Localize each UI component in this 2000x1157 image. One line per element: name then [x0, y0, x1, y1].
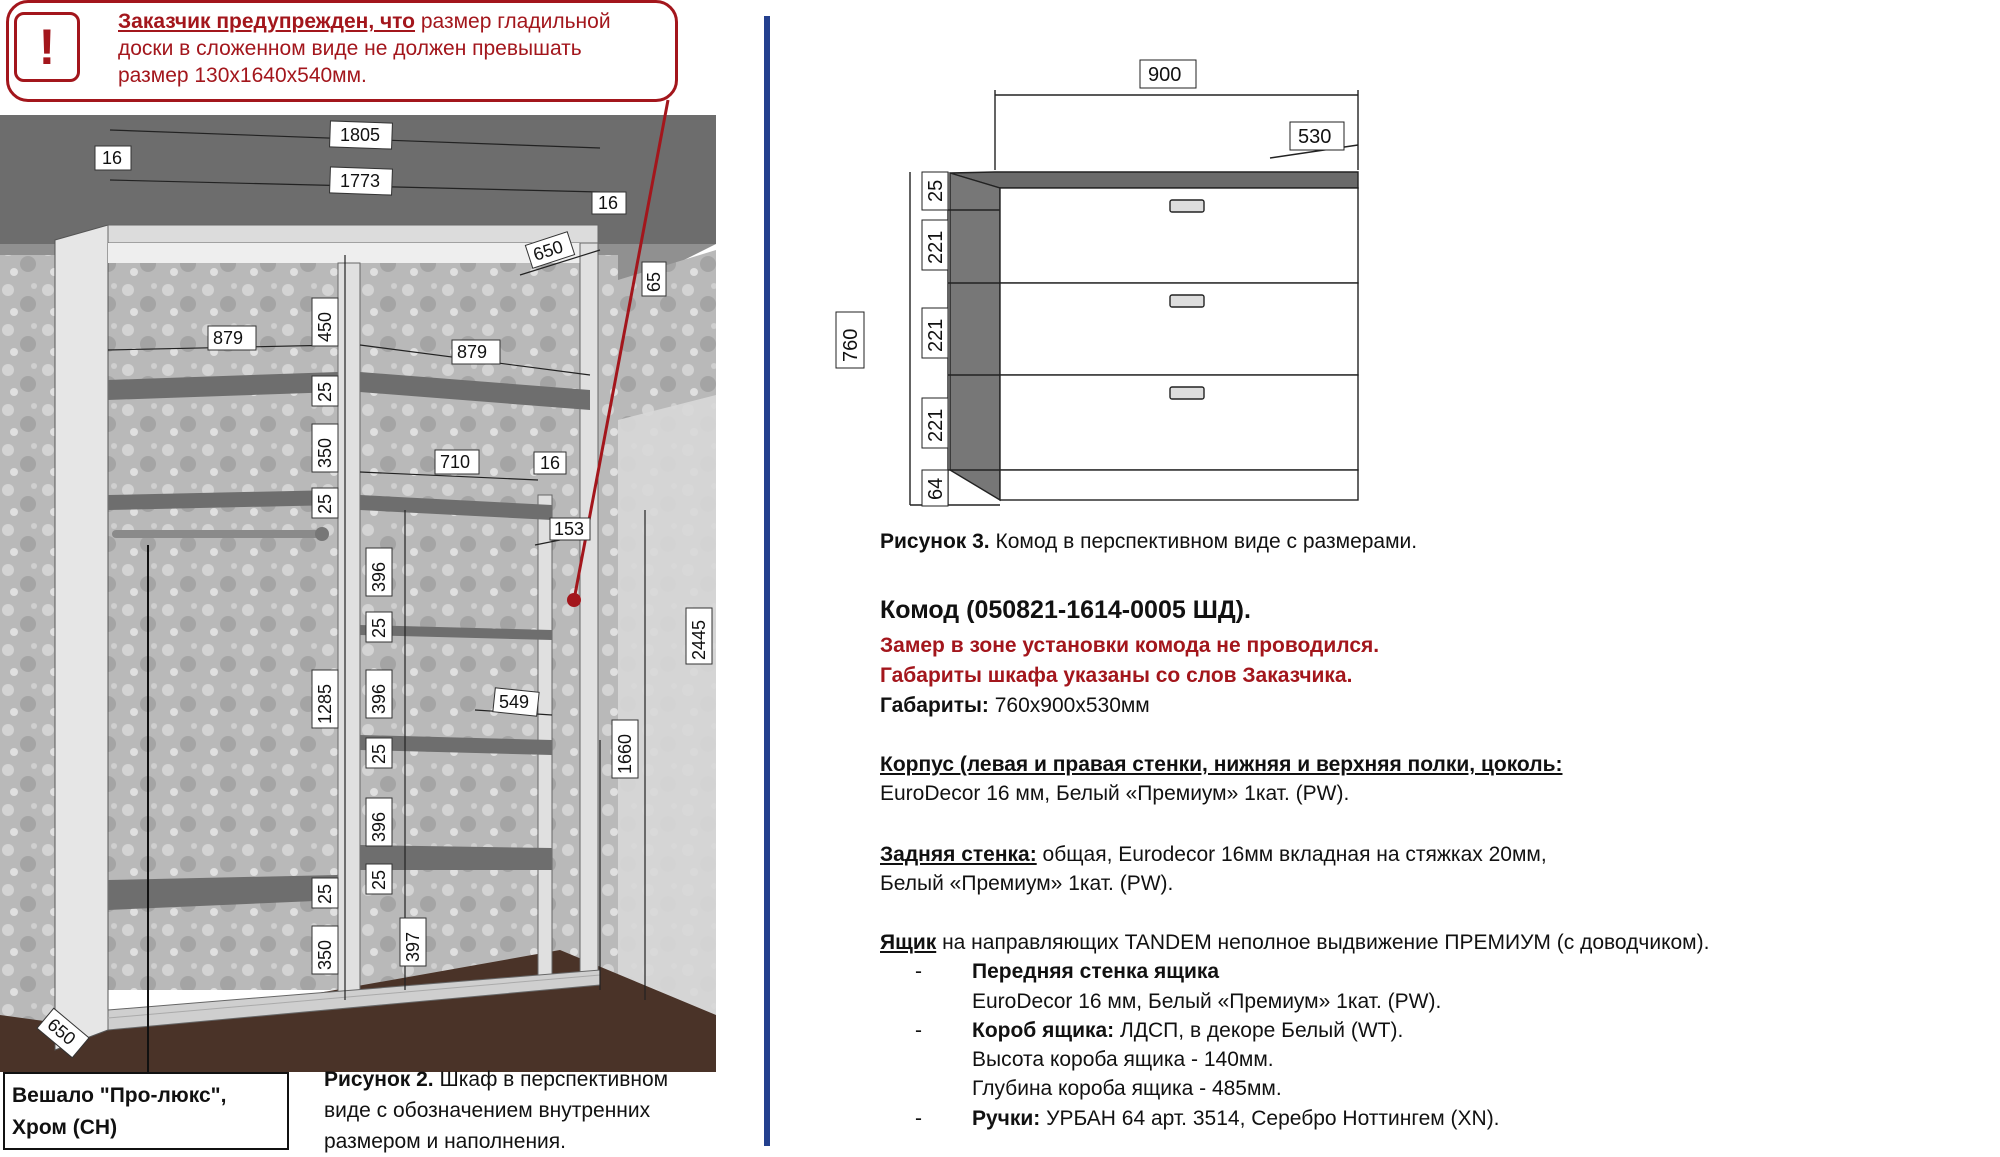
- spec-handles-value: УРБАН 64 арт. 3514, Серебро Ноттингем (XN).: [1040, 1107, 1500, 1130]
- dim-549: [493, 688, 539, 716]
- spec-back-label: Задняя стенка:: [880, 843, 1037, 866]
- spec-dimensions-label: Габариты:: [880, 694, 989, 717]
- warning-text: [118, 8, 658, 89]
- svg-text:1773: 1773: [340, 171, 381, 191]
- dim-879-right: [452, 340, 500, 364]
- svg-text:350: 350: [315, 939, 335, 970]
- column-separator: [764, 16, 770, 1146]
- svg-text:396: 396: [369, 683, 389, 714]
- dim-396-c: [366, 798, 392, 846]
- dresser-dim-25: [922, 172, 948, 210]
- svg-text:396: 396: [369, 811, 389, 842]
- wardrobe-illustration: [0, 0, 760, 1072]
- dim-25-a: [312, 376, 338, 406]
- spec-box-depth: Глубина короба ящика - 485мм.: [972, 1077, 1282, 1100]
- spec-drawer-value: на направляющих TANDEM неполное выдвижение ПРЕМИУМ (с доводчиком).: [936, 931, 1710, 954]
- dim-16-right: [592, 192, 626, 214]
- spec-front-value: EuroDecor 16 мм, Белый «Премиум» 1кат. (PW).: [972, 990, 1442, 1013]
- svg-text:221: 221: [925, 408, 947, 442]
- svg-text:650: 650: [43, 1014, 80, 1050]
- exclamation-icon: !: [14, 12, 80, 82]
- spec-back-value: общая, Eurodecor 16мм вкладная на стяжках 20мм,: [1036, 843, 1547, 866]
- spec-back-wall: [880, 840, 1547, 869]
- figure-3-label: Рисунок 3.: [880, 530, 990, 553]
- svg-text:25: 25: [315, 883, 335, 904]
- figure-2-caption-line2: виде с обозначением внутренних: [324, 1099, 651, 1122]
- dim-65: [642, 262, 666, 296]
- dim-1660: [612, 720, 638, 778]
- svg-text:64: 64: [925, 477, 947, 500]
- svg-text:221: 221: [925, 318, 947, 352]
- figure-2-caption-line1: Шкаф в перспективном: [433, 1068, 669, 1091]
- svg-text:1285: 1285: [315, 683, 335, 724]
- spec-dimensions: [880, 691, 1150, 720]
- dresser-dim-221-c: [922, 398, 948, 448]
- dim-25-d: [366, 738, 392, 768]
- spec-dimensions-value: 760х900х530мм: [988, 694, 1150, 717]
- spec-box-value: ЛДСП, в декоре Белый (WT).: [1114, 1019, 1404, 1042]
- dim-25-e: [366, 864, 392, 894]
- spec-note-2: Габариты шкафа указаны со слов Заказчика.: [880, 664, 1353, 687]
- svg-text:25: 25: [315, 493, 335, 514]
- figure-2-label: Рисунок 2.: [324, 1068, 434, 1091]
- dresser-dim-221-a: [922, 220, 948, 270]
- spec-box-height: Высота короба ящика - 140мм.: [972, 1048, 1274, 1071]
- svg-text:25: 25: [925, 179, 947, 202]
- svg-text:879: 879: [213, 328, 244, 348]
- svg-text:1805: 1805: [340, 125, 381, 145]
- svg-text:221: 221: [925, 230, 947, 264]
- spec-note-1: Замер в зоне установки комода не проводился.: [880, 634, 1380, 657]
- dresser-dim-900: [1140, 60, 1196, 88]
- svg-text:1660: 1660: [615, 733, 635, 774]
- bullet-dash-3: -: [915, 1107, 922, 1130]
- svg-text:65: 65: [644, 271, 664, 292]
- svg-text:16: 16: [598, 193, 619, 213]
- svg-text:2445: 2445: [689, 619, 709, 660]
- spec-front-label: Передняя стенка ящика: [972, 960, 1220, 983]
- dim-450: [312, 298, 338, 346]
- svg-text:153: 153: [554, 519, 585, 539]
- dim-25-b: [312, 488, 338, 518]
- svg-text:397: 397: [403, 931, 423, 962]
- dresser-dim-530: [1290, 122, 1344, 150]
- hanger-label: [12, 1080, 226, 1144]
- dim-1285: [312, 670, 338, 728]
- spec-body-value: EuroDecor 16 мм, Белый «Премиум» 1кат. (PW).: [880, 782, 1350, 805]
- dresser-dim-64: [922, 470, 948, 506]
- dim-397: [400, 918, 426, 966]
- svg-text:760: 760: [840, 328, 862, 362]
- figure-3-caption: [880, 527, 1417, 556]
- svg-text:350: 350: [315, 437, 335, 468]
- dim-350-a: [312, 424, 338, 472]
- dim-153: [550, 518, 590, 540]
- spec-handles: [972, 1104, 1500, 1133]
- svg-text:25: 25: [369, 617, 389, 638]
- svg-text:25: 25: [315, 381, 335, 402]
- spec-handles-label: Ручки:: [972, 1107, 1041, 1130]
- figure-3-caption-text: Комод в перспективном виде с размерами.: [989, 530, 1418, 553]
- dim-16-mid: [534, 452, 566, 474]
- svg-text:530: 530: [1298, 126, 1332, 148]
- dim-25-f: [312, 878, 338, 908]
- svg-text:450: 450: [315, 311, 335, 342]
- svg-text:710: 710: [440, 452, 471, 472]
- dim-710: [435, 450, 479, 474]
- dresser-diagram: [830, 50, 1370, 520]
- dim-396-b: [366, 670, 392, 718]
- svg-text:879: 879: [457, 342, 488, 362]
- svg-text:25: 25: [369, 743, 389, 764]
- svg-text:16: 16: [102, 148, 123, 168]
- dim-1773: [330, 167, 393, 195]
- svg-text:549: 549: [499, 692, 530, 712]
- svg-text:650: 650: [530, 236, 566, 265]
- spec-box: [972, 1016, 1403, 1045]
- dim-2445: [686, 608, 712, 664]
- spec-drawer: [880, 928, 1709, 957]
- hanger-label-line1: Вешало "Про-люкс",: [12, 1084, 227, 1107]
- dresser-dim-760: [836, 312, 864, 368]
- dim-396-a: [366, 548, 392, 596]
- svg-text:16: 16: [540, 453, 561, 473]
- dim-16-left: [95, 146, 131, 170]
- figure-2-caption: [324, 1064, 734, 1157]
- warning-lead: Заказчик предупрежден, что: [118, 10, 416, 33]
- svg-text:396: 396: [369, 561, 389, 592]
- bullet-dash-1: -: [915, 960, 922, 983]
- bullet-dash-2: -: [915, 1019, 922, 1042]
- svg-text:900: 900: [1148, 64, 1182, 86]
- dim-1805: [330, 121, 393, 149]
- dresser-dim-221-b: [922, 308, 948, 358]
- spec-box-label: Короб ящика:: [972, 1019, 1115, 1042]
- dim-879-left: [208, 326, 256, 350]
- warning-body: размер гладильной доски в сложенном виде не должен превышать размер 130х1640х540мм.: [118, 10, 611, 87]
- spec-drawer-label: Ящик: [880, 931, 937, 954]
- dim-25-c: [366, 612, 392, 642]
- svg-text:25: 25: [369, 869, 389, 890]
- figure-2-caption-line3: размером и наполнения.: [324, 1130, 566, 1153]
- spec-body-label: Корпус (левая и правая стенки, нижняя и верхняя полки, цоколь:: [880, 753, 1563, 776]
- spec-title: Комод (050821-1614-0005 ШД).: [880, 596, 1251, 624]
- spec-back-value-2: Белый «Премиум» 1кат. (PW).: [880, 872, 1174, 895]
- dim-350-b: [312, 926, 338, 974]
- hanger-label-line2: Хром (CH): [12, 1116, 118, 1139]
